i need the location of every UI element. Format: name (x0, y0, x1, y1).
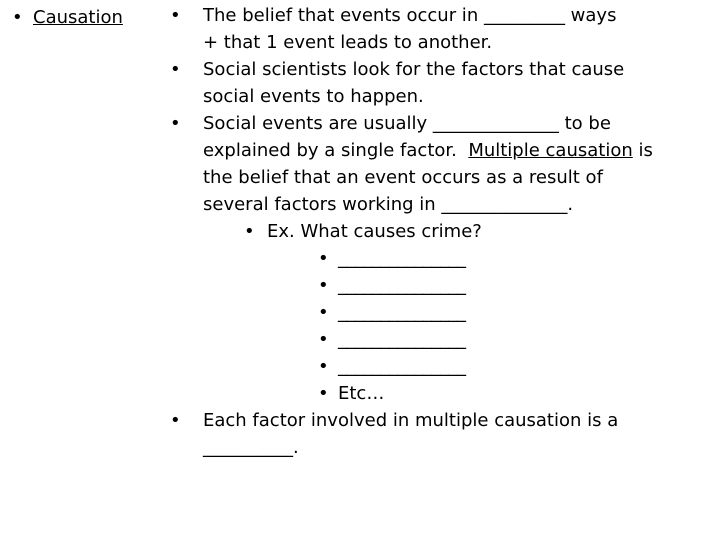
note-text: explained by a single factor. (203, 140, 469, 161)
example-text: Ex. What causes crime? (267, 221, 482, 242)
note-line: several factors working in ______________. (203, 194, 574, 215)
note-item-4 (170, 407, 720, 461)
note-line: the belief that an event occurs as a result of (203, 167, 603, 188)
answer-etc: Etc… (338, 383, 385, 404)
note-line: social events to happen. (203, 86, 424, 107)
bullet: • (170, 5, 181, 26)
answer-blank: _______________ (338, 356, 466, 377)
bullet: • (318, 248, 329, 269)
bullet: • (244, 221, 255, 242)
answer-blank: _______________ (338, 329, 466, 350)
note-line: Social events are usually ______________ to be (203, 113, 611, 134)
topic-term: Causation (33, 7, 123, 28)
bullet: • (318, 302, 329, 323)
bullet: • (170, 59, 181, 80)
example-item (170, 218, 720, 245)
bullet: • (318, 275, 329, 296)
bullet: • (170, 113, 181, 134)
bullet: • (318, 329, 329, 350)
note-line: Social scientists look for the factors that cause (203, 59, 625, 80)
bullet: • (12, 7, 23, 28)
notes-column (170, 2, 720, 461)
answer-blank: _______________ (338, 275, 466, 296)
note-line (203, 137, 720, 164)
note-item-2 (170, 56, 720, 110)
bullet: • (170, 410, 181, 431)
note-text: is (632, 140, 653, 161)
note-item-3 (170, 110, 720, 218)
answer-item (170, 353, 720, 380)
note-line: Each factor involved in multiple causation is a (203, 410, 619, 431)
answer-item (170, 245, 720, 272)
answer-item (170, 326, 720, 353)
note-line: The belief that events occur in _________ ways (203, 5, 617, 26)
note-item-1 (170, 2, 720, 56)
answer-blank: _______________ (338, 248, 466, 269)
bullet: • (318, 383, 329, 404)
note-line: + that 1 event leads to another. (203, 32, 493, 53)
bullet: • (318, 356, 329, 377)
topic-column (12, 4, 123, 31)
key-term: Multiple causation (468, 140, 633, 161)
note-line: __________. (203, 437, 299, 458)
answer-item (170, 380, 720, 407)
answer-item (170, 272, 720, 299)
answer-item (170, 299, 720, 326)
answer-blank: _______________ (338, 302, 466, 323)
